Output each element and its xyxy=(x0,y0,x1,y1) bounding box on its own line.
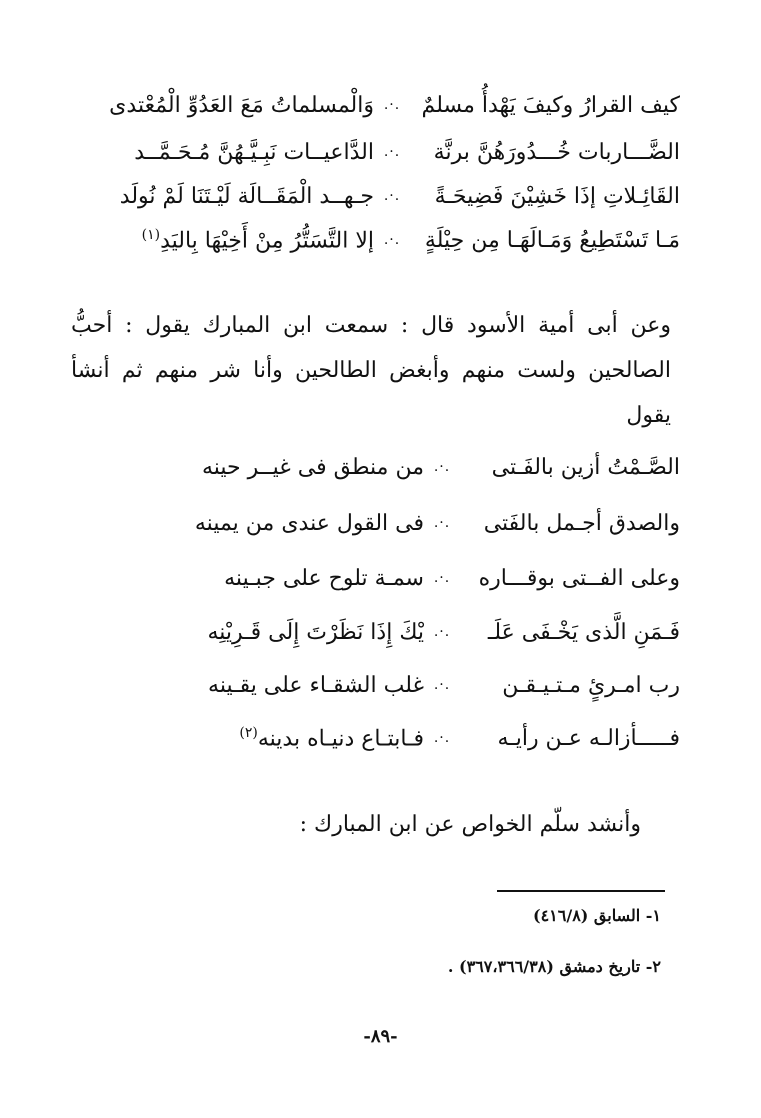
poem-1-verse xyxy=(120,176,680,216)
verse-second-hemistich: يْكَ إِذَا نَظَرْتَ إِلَى قَـرِيْنِه xyxy=(207,619,424,645)
prose-line: وعن أبى أمية الأسود قال : سمعت ابن المبارك يقول : أحبُّ xyxy=(71,313,671,338)
verse-separator: .·. xyxy=(433,677,451,693)
poem-2-verse xyxy=(135,665,680,705)
verse-separator: .·. xyxy=(433,570,451,586)
verse-separator: .·. xyxy=(433,459,451,475)
verse-first-hemistich: الضَّـــاربات خُـــدُورَهُنَّ برنَّة xyxy=(433,139,680,165)
verse-first-hemistich: الصَّـمْتُ أزين بالفَـتى xyxy=(491,454,680,480)
verse-first-hemistich: كيف القرارُ وكيفَ يَهْدأُ مسلمٌ xyxy=(421,92,680,118)
prose-line: الصالحين ولست منهم وأبغض الطالحين وأنا شر منهم ثم أنشأ xyxy=(71,358,671,383)
verse-second-hemistich xyxy=(135,725,424,751)
poem-2-verse xyxy=(135,558,680,598)
verse-first-hemistich: فَـمَنِ الَّذى يَخْـفَى عَلَـ xyxy=(487,619,680,645)
verse-separator: .·. xyxy=(383,144,401,160)
verse-second-hemistich: من منطق فى غيــر حينه xyxy=(201,454,424,480)
verse-text: فـابتـاع دنيـاه بدينه xyxy=(257,726,424,752)
verse-separator: .·. xyxy=(433,624,451,640)
poem-2-verse xyxy=(135,612,680,652)
verse-first-hemistich: وعلى الفــتى بوقـــاره xyxy=(478,565,680,591)
verse-second-hemistich: الدَّاعيــات نَبِـيَّـهُنَّ مُـحَـمَّــد xyxy=(134,139,374,165)
prose-line: وأنشد سلّم الخواص عن ابن المبارك : xyxy=(299,812,641,837)
prose-line: يقول xyxy=(626,403,671,428)
verse-second-hemistich: سمـة تلوح على جبـينه xyxy=(224,565,424,591)
verse-second-hemistich: غلب الشقـاء على يقـينه xyxy=(208,672,424,698)
poem-1-verse xyxy=(120,220,680,260)
poem-2-verse xyxy=(135,447,680,487)
verse-first-hemistich: رب امـرئٍ مـتـيـقـن xyxy=(502,672,680,698)
verse-second-hemistich xyxy=(120,227,374,253)
poem-2-verse xyxy=(135,718,680,758)
verse-first-hemistich: فـــــأزالـه عـن رأيـه xyxy=(497,725,680,751)
verse-second-hemistich: وَالْمسلماتُ مَعَ العَدُوِّ الْمُعْتدى xyxy=(109,92,374,118)
verse-second-hemistich: جـهــد الْمَقَــالَة لَيْـتَنَا لَمْ نُولَد xyxy=(119,183,374,209)
poem-1-verse xyxy=(120,132,680,172)
verse-separator: .·. xyxy=(383,97,401,113)
footnote-ref-2: (٢) xyxy=(239,724,258,741)
verse-first-hemistich: مَـا تَسْتَطِيعُ وَمَـالَهَـا مِن حِيْلَةٍ xyxy=(424,227,680,253)
footnote-1: ١- السابق (٤١٦/٨) xyxy=(532,906,661,925)
verse-separator: .·. xyxy=(433,515,451,531)
poem-1-verse xyxy=(109,85,680,125)
verse-first-hemistich: والصدق أجـمل بالفَتى xyxy=(483,510,680,536)
verse-text: إلا التَّسَتُّرُ مِنْ أَخِيْهَا بِاليَدِ xyxy=(160,228,374,254)
footnote-2: ٢- تاريخ دمشق (٣٦٧،٣٦٦/٣٨) . xyxy=(447,957,661,976)
page-number: -٨٩- xyxy=(363,1026,398,1047)
verse-first-hemistich: القَائِـلاتِ إذَا خَشِيْنَ فَضِيحَـةً xyxy=(434,183,680,209)
verse-separator: .·. xyxy=(383,188,401,204)
poem-2-verse xyxy=(135,503,680,543)
verse-second-hemistich: فى القول عندى من يمينه xyxy=(194,510,424,536)
verse-separator: .·. xyxy=(383,232,401,248)
verse-separator: .·. xyxy=(433,730,451,746)
footnote-ref-1: (١) xyxy=(141,226,161,243)
footnote-divider xyxy=(497,890,665,892)
